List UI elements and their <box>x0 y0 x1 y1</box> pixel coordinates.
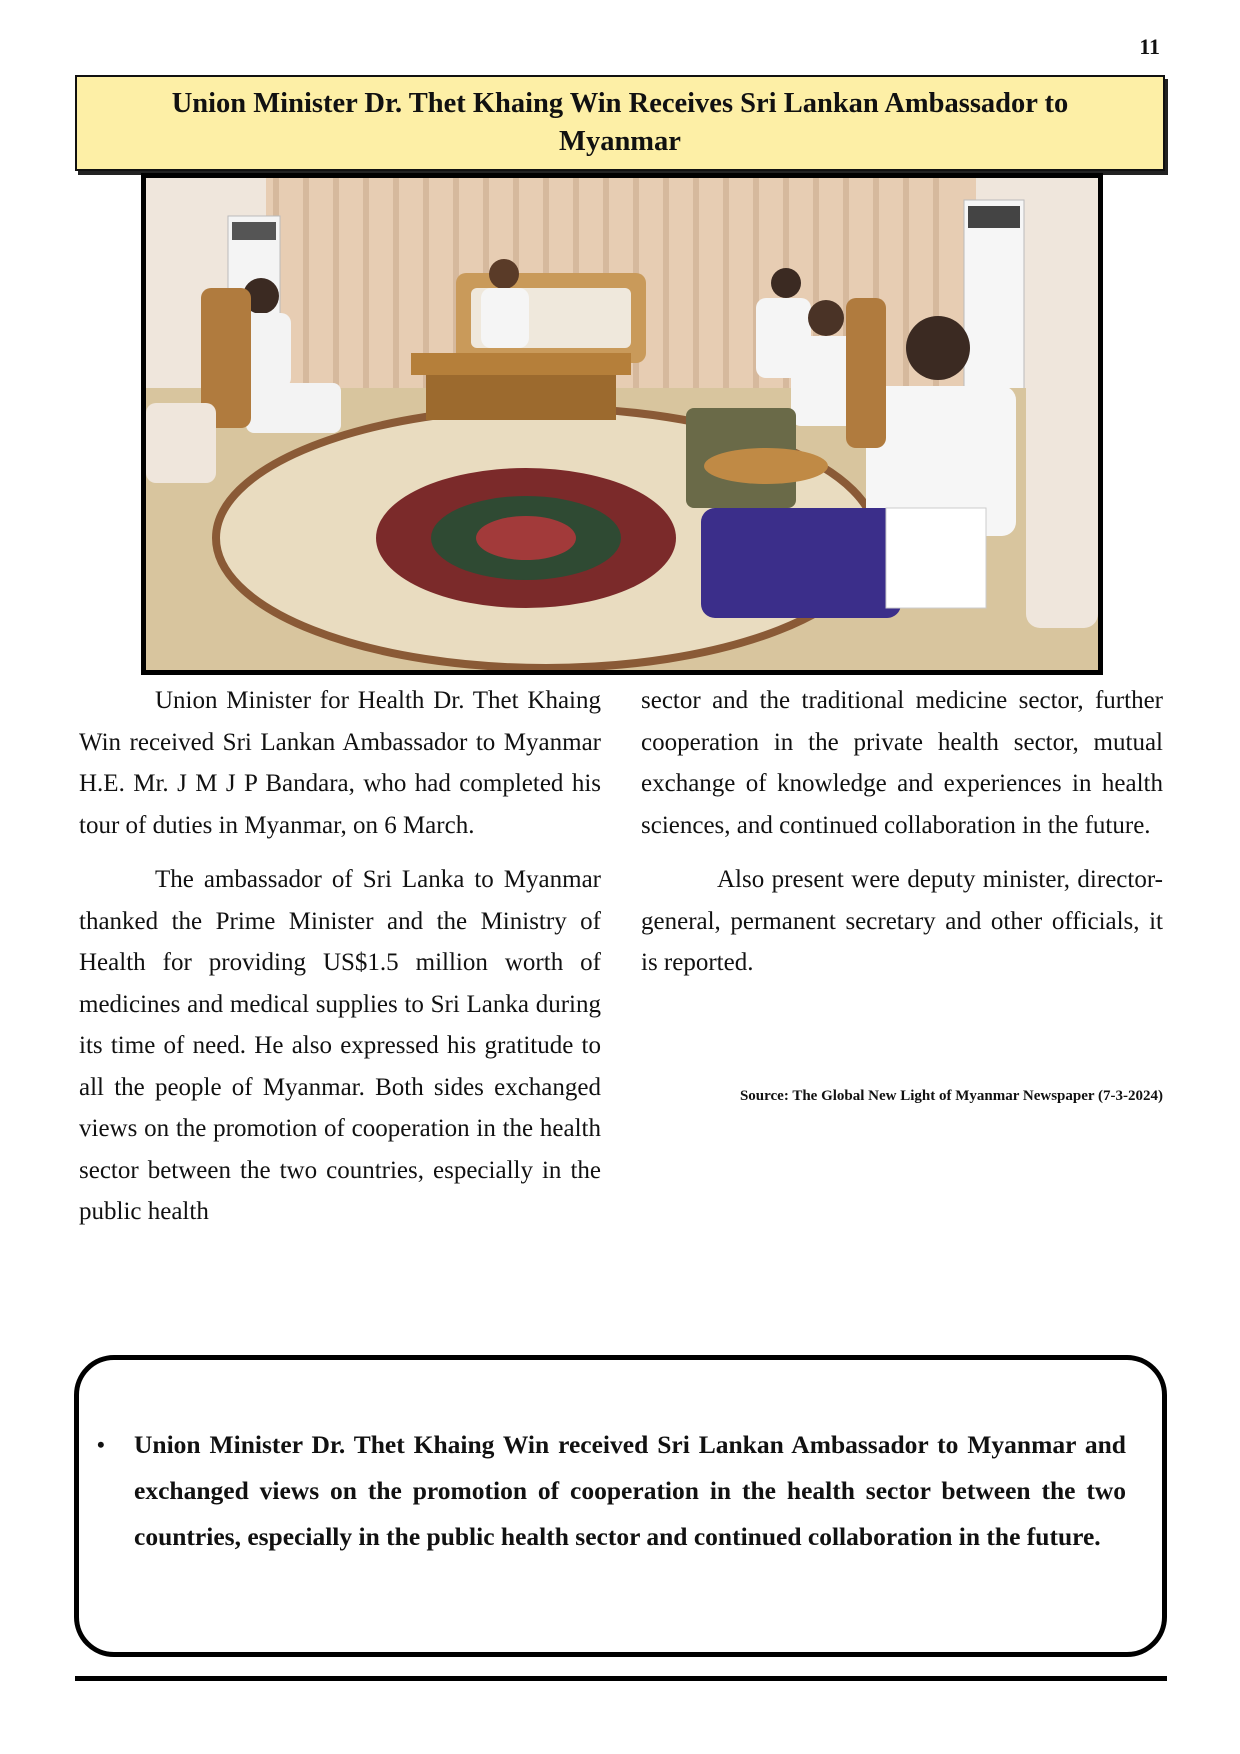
body-column-right <box>641 680 1163 997</box>
source-citation: Source: The Global New Light of Myanmar Newspaper (7-3-2024) <box>739 1088 1163 1104</box>
bullet-icon: • <box>97 1432 105 1457</box>
page-number: 11 <box>1139 34 1160 59</box>
bottom-rule <box>75 1676 1167 1681</box>
meeting-photo <box>141 173 1103 675</box>
body-paragraph: The ambassador of Sri Lanka to Myanmar thanked the Prime Minister and the Ministry of Health for providing US$1.5 million worth of medicines and medical supplies to Sri Lanka during its time of need. He also expressed his gratitude to all the people of Myanmar. Both sides exchanged views on the promotion of cooperation in the health sector between the two countries, especially in the public health <box>79 866 601 1225</box>
body-paragraph: Also present were deputy minister, director-general, permanent secretary and other officials, it is reported. <box>641 866 1163 976</box>
summary-box <box>74 1355 1167 1657</box>
headline-box <box>75 75 1165 171</box>
summary-text: Union Minister Dr. Thet Khaing Win received Sri Lankan Ambassador to Myanmar and exchanged views on the promotion of cooperation in the health sector between the two countries, especially in the public health sector and continued collaboration in the future. <box>134 1430 1126 1551</box>
headline: Union Minister Dr. Thet Khaing Win Receives Sri Lankan Ambassador to Myanmar <box>171 88 1069 157</box>
body-column-left <box>79 680 601 1246</box>
body-paragraph: Union Minister for Health Dr. Thet Khaing Win received Sri Lankan Ambassador to Myanmar H.E. Mr. J M J P Bandara, who had completed his tour of duties in Myanmar, on 6 March. <box>79 687 601 839</box>
summary-item <box>97 1422 1126 1560</box>
photo-illustration <box>146 178 1098 670</box>
body-paragraph: sector and the traditional medicine sector, further cooperation in the private health sector, mutual exchange of knowledge and experiences in health sciences, and continued collaboration in the future. <box>641 687 1163 839</box>
